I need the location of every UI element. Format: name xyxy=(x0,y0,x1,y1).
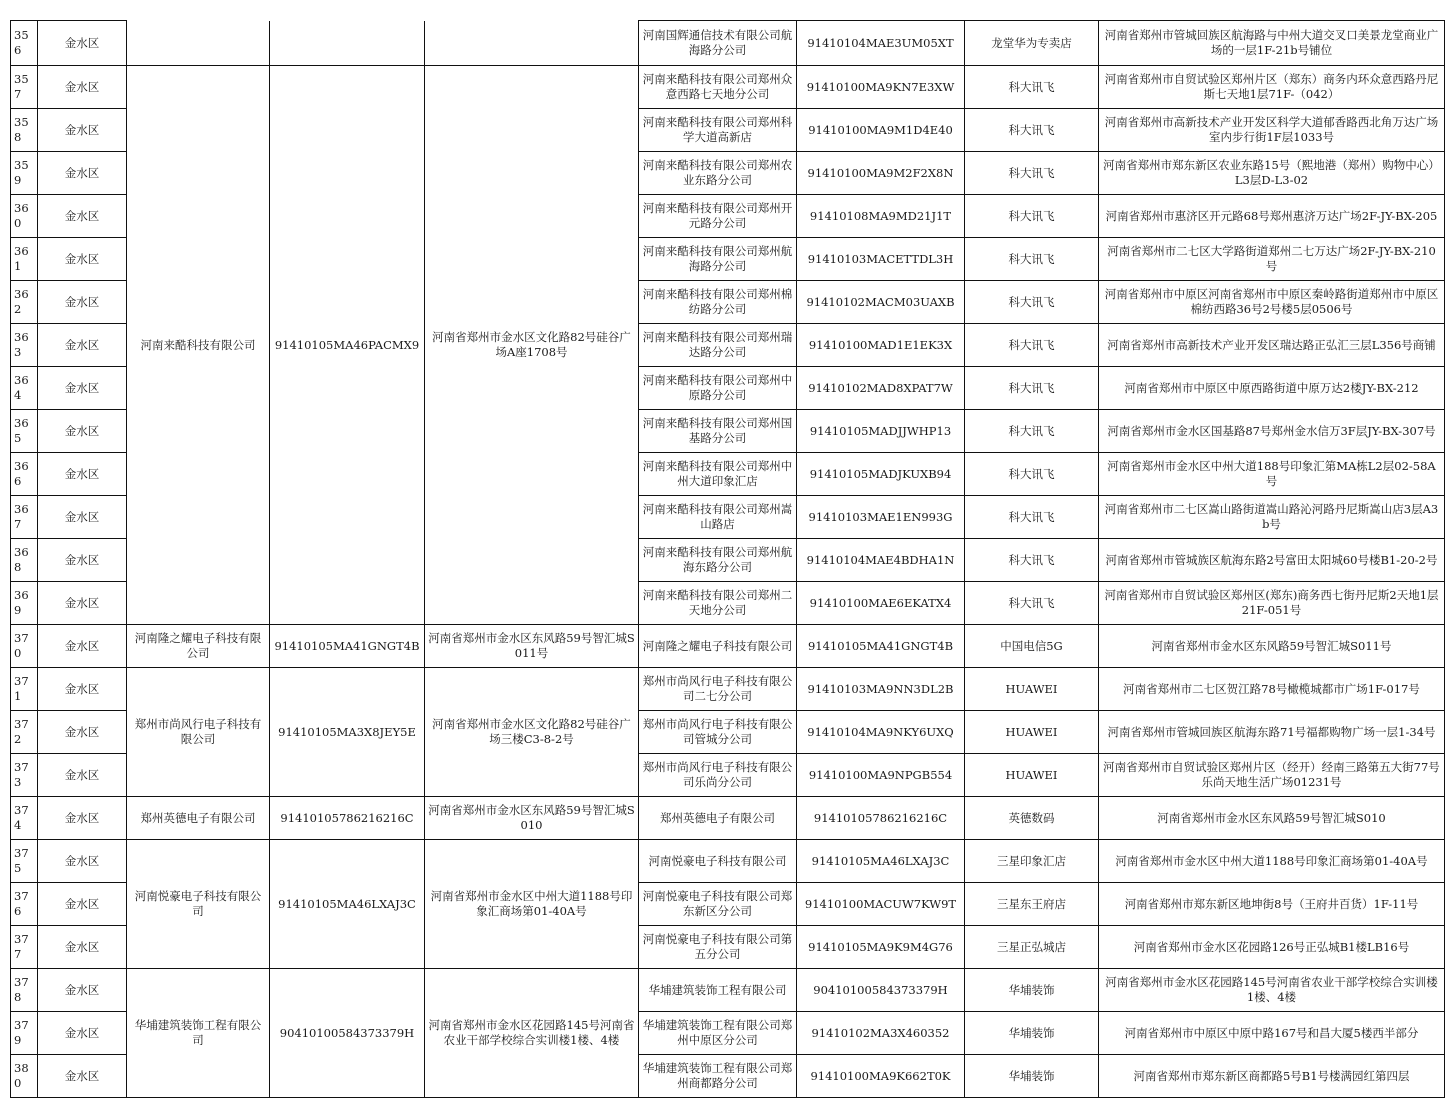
branch-code: 91410103MACETTDL3H xyxy=(797,238,965,281)
company-address: 河南省郑州市金水区花园路145号河南省农业干部学校综合实训楼1楼、4楼 xyxy=(425,969,639,1098)
branch-name: 郑州市尚风行电子科技有限公司管城分公司 xyxy=(639,711,797,754)
branch-name: 河南来酷科技有限公司郑州科学大道高新店 xyxy=(639,109,797,152)
row-number: 360 xyxy=(11,195,38,238)
branch-name: 河南来酷科技有限公司郑州国基路分公司 xyxy=(639,410,797,453)
branch-code: 91410104MAE3UM05XT xyxy=(797,21,965,66)
row-number: 366 xyxy=(11,453,38,496)
brand: HUAWEI xyxy=(965,711,1099,754)
company-code xyxy=(270,21,425,66)
company-name: 郑州英德电子有限公司 xyxy=(127,797,270,840)
store-address: 河南省郑州市郑东新区地坤街8号（王府井百货）1F-11号 xyxy=(1099,883,1445,926)
table-row xyxy=(11,66,1445,109)
store-address: 河南省郑州市金水区中州大道188号印象汇第MA栋L2层02-58A号 xyxy=(1099,453,1445,496)
brand: 科大讯飞 xyxy=(965,410,1099,453)
store-address: 河南省郑州市自贸试验区郑州片区（郑东）商务内环众意西路丹尼斯七天地1层71F-（042） xyxy=(1099,66,1445,109)
district: 金水区 xyxy=(38,367,127,410)
company-address xyxy=(425,21,639,66)
branch-name: 河南悦豪电子科技有限公司郑东新区分公司 xyxy=(639,883,797,926)
branch-code: 91410105MA46LXAJ3C xyxy=(797,840,965,883)
branch-name: 河南悦豪电子科技有限公司第五分公司 xyxy=(639,926,797,969)
store-address: 河南省郑州市惠济区开元路68号郑州惠济万达广场2F-JY-BX-205 xyxy=(1099,195,1445,238)
store-address: 河南省郑州市二七区贺江路78号橄榄城都市广场1F-017号 xyxy=(1099,668,1445,711)
branch-code: 90410100584373379H xyxy=(797,969,965,1012)
table-row xyxy=(11,840,1445,883)
branch-code: 91410105MADJKUXB94 xyxy=(797,453,965,496)
branch-name: 河南来酷科技有限公司郑州嵩山路店 xyxy=(639,496,797,539)
branch-code: 91410105MA41GNGT4B xyxy=(797,625,965,668)
branch-code: 91410104MAE4BDHA1N xyxy=(797,539,965,582)
brand: 华埔装饰 xyxy=(965,969,1099,1012)
company-code: 91410105786216216C xyxy=(270,797,425,840)
table-row xyxy=(11,668,1445,711)
branch-name: 河南来酷科技有限公司郑州航海路分公司 xyxy=(639,238,797,281)
row-number: 379 xyxy=(11,1012,38,1055)
company-code: 90410100584373379H xyxy=(270,969,425,1098)
row-number: 376 xyxy=(11,883,38,926)
row-number: 375 xyxy=(11,840,38,883)
branch-name: 河南来酷科技有限公司郑州中州大道印象汇店 xyxy=(639,453,797,496)
branch-code: 91410102MACM03UAXB xyxy=(797,281,965,324)
row-number: 377 xyxy=(11,926,38,969)
branch-name: 郑州市尚风行电子科技有限公司乐尚分公司 xyxy=(639,754,797,797)
district: 金水区 xyxy=(38,21,127,66)
district: 金水区 xyxy=(38,582,127,625)
district: 金水区 xyxy=(38,840,127,883)
district: 金水区 xyxy=(38,926,127,969)
branch-name: 河南国辉通信技术有限公司航海路分公司 xyxy=(639,21,797,66)
store-address: 河南省郑州市金水区花园路145号河南省农业干部学校综合实训楼1楼、4楼 xyxy=(1099,969,1445,1012)
store-address: 河南省郑州市高新技术产业开发区科学大道郁香路西北角万达广场室内步行街1F层1033号 xyxy=(1099,109,1445,152)
store-address: 河南省郑州市金水区东风路59号智汇城S011号 xyxy=(1099,625,1445,668)
branch-name: 河南来酷科技有限公司郑州开元路分公司 xyxy=(639,195,797,238)
brand: 华埔装饰 xyxy=(965,1012,1099,1055)
branch-name: 华埔建筑装饰工程有限公司 xyxy=(639,969,797,1012)
branch-code: 91410100MA9K662T0K xyxy=(797,1055,965,1098)
district: 金水区 xyxy=(38,109,127,152)
brand: 科大讯飞 xyxy=(965,324,1099,367)
brand: 科大讯飞 xyxy=(965,152,1099,195)
branch-name: 河南来酷科技有限公司郑州二天地分公司 xyxy=(639,582,797,625)
district: 金水区 xyxy=(38,969,127,1012)
brand: 三星东王府店 xyxy=(965,883,1099,926)
brand: 中国电信5G xyxy=(965,625,1099,668)
branch-code: 91410103MA9NN3DL2B xyxy=(797,668,965,711)
store-address: 河南省郑州市自贸试验区郑州区(郑东)商务西七街丹尼斯2天地1层21F-051号 xyxy=(1099,582,1445,625)
branch-name: 河南来酷科技有限公司郑州众意西路七天地分公司 xyxy=(639,66,797,109)
row-number: 380 xyxy=(11,1055,38,1098)
district: 金水区 xyxy=(38,1012,127,1055)
store-address: 河南省郑州市高新技术产业开发区瑞达路正弘汇三层L356号商铺 xyxy=(1099,324,1445,367)
branch-name: 华埔建筑装饰工程有限公司郑州中原区分公司 xyxy=(639,1012,797,1055)
branch-code: 91410103MAE1EN993G xyxy=(797,496,965,539)
branch-code: 91410100MA9KN7E3XW xyxy=(797,66,965,109)
branch-name: 河南来酷科技有限公司郑州棉纺路分公司 xyxy=(639,281,797,324)
brand: 科大讯飞 xyxy=(965,539,1099,582)
branch-name: 郑州市尚风行电子科技有限公司二七分公司 xyxy=(639,668,797,711)
company-name: 华埔建筑装饰工程有限公司 xyxy=(127,969,270,1098)
store-address: 河南省郑州市郑东新区农业东路15号（熙地港（郑州）购物中心）L3层D-L3-02 xyxy=(1099,152,1445,195)
store-address: 河南省郑州市管城族区航海东路2号富田太阳城60号楼B1-20-2号 xyxy=(1099,539,1445,582)
district: 金水区 xyxy=(38,453,127,496)
company-address: 河南省郑州市金水区东风路59号智汇城S011号 xyxy=(425,625,639,668)
branch-code: 91410105MA9K9M4G76 xyxy=(797,926,965,969)
branch-name: 河南来酷科技有限公司郑州农业东路分公司 xyxy=(639,152,797,195)
branch-name: 河南来酷科技有限公司郑州瑞达路分公司 xyxy=(639,324,797,367)
store-address: 河南省郑州市中原区河南省郑州市中原区秦岭路街道郑州市中原区棉纺西路36号2号楼5层0506号 xyxy=(1099,281,1445,324)
row-number: 358 xyxy=(11,109,38,152)
branch-code: 91410100MA9M2F2X8N xyxy=(797,152,965,195)
company-name: 河南悦豪电子科技有限公司 xyxy=(127,840,270,969)
company-name: 郑州市尚风行电子科技有限公司 xyxy=(127,668,270,797)
company-address: 河南省郑州市金水区东风路59号智汇城S010 xyxy=(425,797,639,840)
company-code: 91410105MA3X8JEY5E xyxy=(270,668,425,797)
row-number: 370 xyxy=(11,625,38,668)
row-number: 364 xyxy=(11,367,38,410)
brand: 科大讯飞 xyxy=(965,66,1099,109)
branch-name: 河南来酷科技有限公司郑州中原路分公司 xyxy=(639,367,797,410)
company-name: 河南来酷科技有限公司 xyxy=(127,66,270,625)
branch-name: 郑州英德电子有限公司 xyxy=(639,797,797,840)
district: 金水区 xyxy=(38,195,127,238)
brand: 科大讯飞 xyxy=(965,496,1099,539)
brand: 华埔装饰 xyxy=(965,1055,1099,1098)
row-number: 368 xyxy=(11,539,38,582)
district: 金水区 xyxy=(38,66,127,109)
store-address: 河南省郑州市二七区嵩山路街道嵩山路沁河路丹尼斯嵩山店3层A3b号 xyxy=(1099,496,1445,539)
district: 金水区 xyxy=(38,324,127,367)
branch-name: 河南来酷科技有限公司郑州航海东路分公司 xyxy=(639,539,797,582)
branch-code: 91410100MA9NPGB554 xyxy=(797,754,965,797)
branch-name: 河南悦豪电子科技有限公司 xyxy=(639,840,797,883)
district: 金水区 xyxy=(38,496,127,539)
district: 金水区 xyxy=(38,152,127,195)
row-number: 372 xyxy=(11,711,38,754)
row-number: 361 xyxy=(11,238,38,281)
store-address: 河南省郑州市自贸试验区郑州片区（经开）经南三路第五大街77号乐尚天地生活广场01231号 xyxy=(1099,754,1445,797)
brand: 英德数码 xyxy=(965,797,1099,840)
brand: 龙堂华为专卖店 xyxy=(965,21,1099,66)
brand: 科大讯飞 xyxy=(965,453,1099,496)
brand: HUAWEI xyxy=(965,668,1099,711)
district: 金水区 xyxy=(38,281,127,324)
branch-code: 91410104MA9NKY6UXQ xyxy=(797,711,965,754)
branch-name: 河南隆之耀电子科技有限公司 xyxy=(639,625,797,668)
table-row xyxy=(11,969,1445,1012)
company-code: 91410105MA46PACMX9 xyxy=(270,66,425,625)
district: 金水区 xyxy=(38,410,127,453)
store-address: 河南省郑州市金水区花园路126号正弘城B1楼LB16号 xyxy=(1099,926,1445,969)
table-row xyxy=(11,797,1445,840)
store-address: 河南省郑州市二七区大学路街道郑州二七万达广场2F-JY-BX-210号 xyxy=(1099,238,1445,281)
brand: 科大讯飞 xyxy=(965,367,1099,410)
store-address: 河南省郑州市中原区中原中路167号和昌大厦5楼西半部分 xyxy=(1099,1012,1445,1055)
district: 金水区 xyxy=(38,711,127,754)
table-row xyxy=(11,21,1445,66)
row-number: 362 xyxy=(11,281,38,324)
branch-code: 91410105786216216C xyxy=(797,797,965,840)
district: 金水区 xyxy=(38,238,127,281)
registry-table xyxy=(10,20,1445,1098)
row-number: 363 xyxy=(11,324,38,367)
brand: 三星正弘城店 xyxy=(965,926,1099,969)
row-number: 357 xyxy=(11,66,38,109)
branch-code: 91410100MAE6EKATX4 xyxy=(797,582,965,625)
branch-code: 91410105MADJJWHP13 xyxy=(797,410,965,453)
registry-table-container xyxy=(10,20,1445,1098)
row-number: 371 xyxy=(11,668,38,711)
district: 金水区 xyxy=(38,625,127,668)
row-number: 373 xyxy=(11,754,38,797)
store-address: 河南省郑州市管城回族区航海东路71号福都购物广场一层1-34号 xyxy=(1099,711,1445,754)
row-number: 369 xyxy=(11,582,38,625)
row-number: 367 xyxy=(11,496,38,539)
branch-code: 91410102MAD8XPAT7W xyxy=(797,367,965,410)
district: 金水区 xyxy=(38,797,127,840)
company-code: 91410105MA46LXAJ3C xyxy=(270,840,425,969)
store-address: 河南省郑州市金水区东风路59号智汇城S010 xyxy=(1099,797,1445,840)
row-number: 365 xyxy=(11,410,38,453)
brand: 科大讯飞 xyxy=(965,195,1099,238)
brand: HUAWEI xyxy=(965,754,1099,797)
district: 金水区 xyxy=(38,1055,127,1098)
store-address: 河南省郑州市金水区国基路87号郑州金水信万3F层JY-BX-307号 xyxy=(1099,410,1445,453)
branch-code: 91410102MA3X460352 xyxy=(797,1012,965,1055)
branch-code: 91410100MACUW7KW9T xyxy=(797,883,965,926)
row-number: 374 xyxy=(11,797,38,840)
brand: 科大讯飞 xyxy=(965,582,1099,625)
table-row xyxy=(11,625,1445,668)
district: 金水区 xyxy=(38,668,127,711)
branch-code: 91410100MAD1E1EK3X xyxy=(797,324,965,367)
district: 金水区 xyxy=(38,754,127,797)
store-address: 河南省郑州市管城回族区航海路与中州大道交叉口美景龙堂商业广场的一层1F-21b号铺位 xyxy=(1099,21,1445,66)
company-address: 河南省郑州市金水区中州大道1188号印象汇商场第01-40A号 xyxy=(425,840,639,969)
store-address: 河南省郑州市郑东新区商都路5号B1号楼满园红第四层 xyxy=(1099,1055,1445,1098)
company-code: 91410105MA41GNGT4B xyxy=(270,625,425,668)
row-number: 359 xyxy=(11,152,38,195)
company-name: 河南隆之耀电子科技有限公司 xyxy=(127,625,270,668)
brand: 科大讯飞 xyxy=(965,109,1099,152)
branch-name: 华埔建筑装饰工程有限公司郑州商都路分公司 xyxy=(639,1055,797,1098)
row-number: 378 xyxy=(11,969,38,1012)
brand: 科大讯飞 xyxy=(965,238,1099,281)
brand: 科大讯飞 xyxy=(965,281,1099,324)
company-address: 河南省郑州市金水区文化路82号硅谷广场三楼C3-8-2号 xyxy=(425,668,639,797)
brand: 三星印象汇店 xyxy=(965,840,1099,883)
company-address: 河南省郑州市金水区文化路82号硅谷广场A座1708号 xyxy=(425,66,639,625)
store-address: 河南省郑州市中原区中原西路街道中原万达2楼JY-BX-212 xyxy=(1099,367,1445,410)
district: 金水区 xyxy=(38,539,127,582)
company-name xyxy=(127,21,270,66)
branch-code: 91410100MA9M1D4E40 xyxy=(797,109,965,152)
district: 金水区 xyxy=(38,883,127,926)
row-number: 356 xyxy=(11,21,38,66)
branch-code: 91410108MA9MD21J1T xyxy=(797,195,965,238)
store-address: 河南省郑州市金水区中州大道1188号印象汇商场第01-40A号 xyxy=(1099,840,1445,883)
